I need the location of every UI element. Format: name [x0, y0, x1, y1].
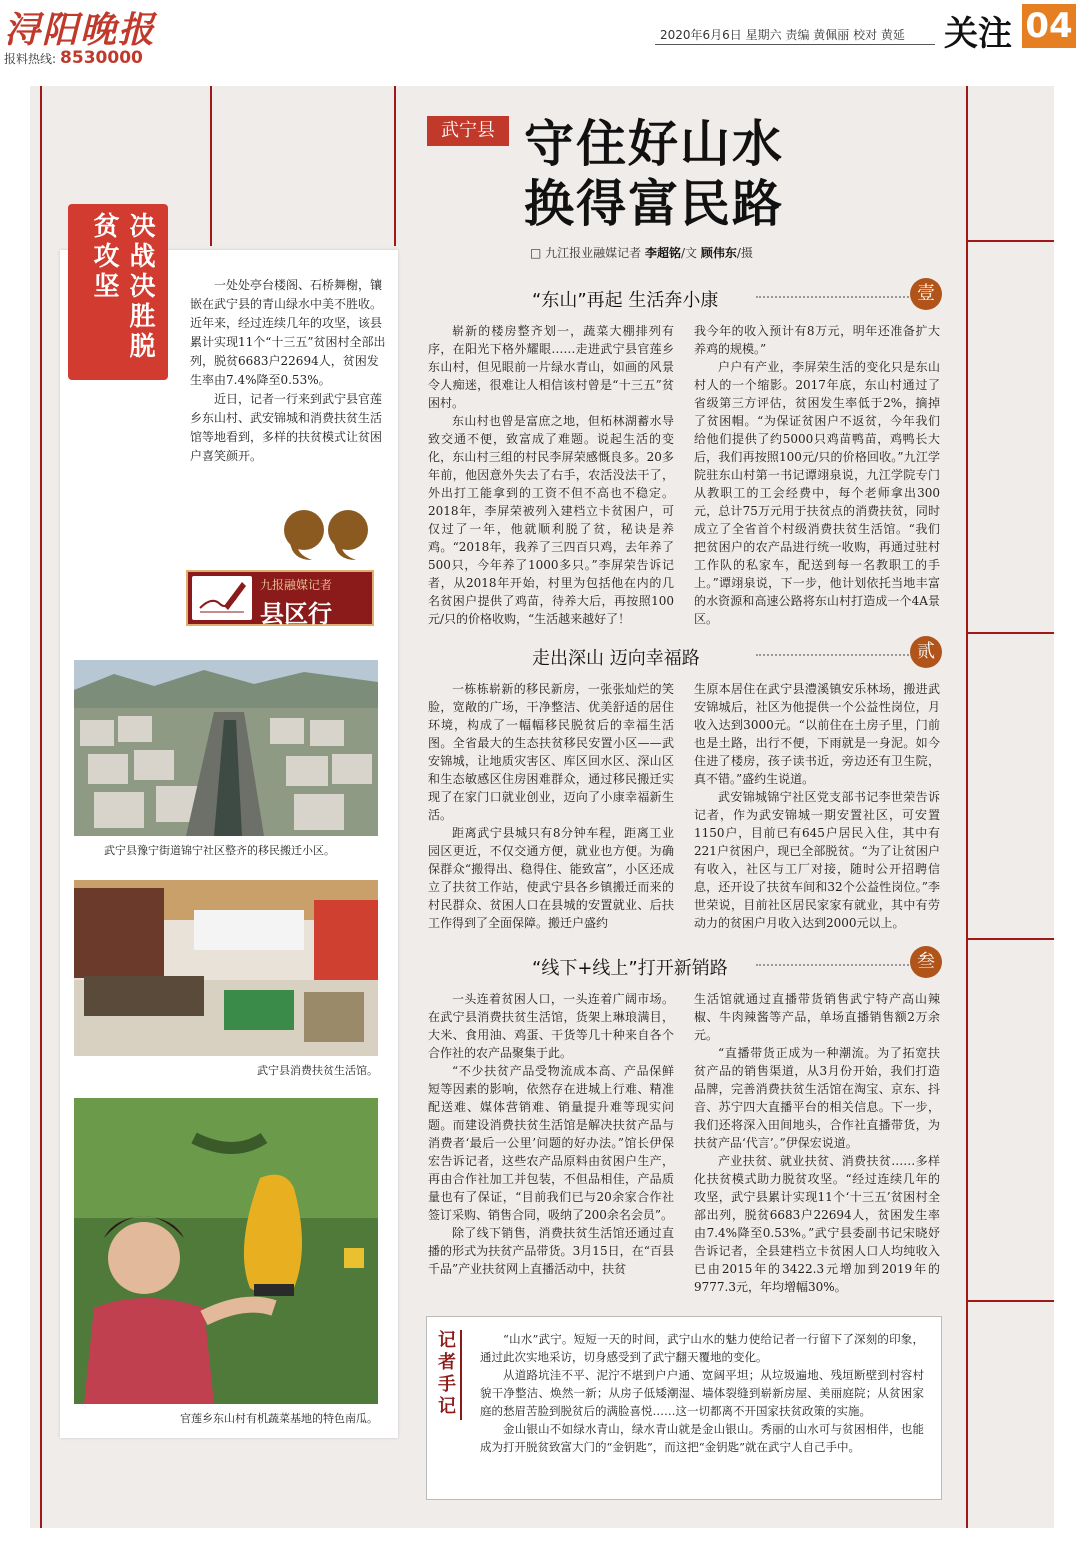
- decor-hbar-4: [966, 1300, 1054, 1302]
- reporter-note-tag: 记者手记: [438, 1330, 462, 1420]
- column-badge-small: 九报融媒记者: [260, 578, 333, 592]
- note-paragraph: 金山银山不如绿水青山，绿水青山就是金山银山。秀丽的山水可与贫困相伴，也能成为打开脱贫致富大门的“金钥匙”，而这把“金钥匙”就在武宁人自己手中。: [480, 1422, 924, 1454]
- section-heading-2: [426, 640, 946, 670]
- paragraph: “不少扶贫产品受物流成本高、产品保鲜短等因素的影响，依然存在进城上行难、精准配送难、媒体营销难、销量提升难等现实问题。而建设消费扶贫生活馆是解决扶贫产品与消费者‘最后一公里’问题的好办法。”馆长伊保宏告诉记者，这些农产品原料由贫困户生产，再由合作社加工并包装，不但品相佳，产品质量也有了保证，“目前我们已与20余家合作社签订采购、销售合同，吸纳了200余名会员”。: [428, 1064, 674, 1222]
- note-paragraph: 从道路坑洼不平、泥泞不堪到户户通、宽阔平坦；从垃圾遍地、残垣断壁到村容村貌干净整洁、焕然一新；从房子低矮潮湿、墙体裂缝到崭新房屋、美丽庭院；从贫困家庭的愁眉苦脸到脱贫后的满脸喜悦……这一切都离不开国家扶贫政策的实施。: [480, 1368, 924, 1418]
- section-2-col-1: [428, 680, 674, 932]
- paragraph: 除了线下销售，消费扶贫生活馆还通过直播的形式为扶贫产品带货。3月15日，在“百县千品”产业扶贫网上直播活动中，扶贫: [428, 1226, 674, 1276]
- paragraph: 户户有产业，李屏荣生活的变化只是东山村人的一个缩影。2017年底，东山村通过了省级第三方评估，贫困发生率低于2%，摘掉了贫困帽。“为保证贫困户不返贫，今年我们给他们提供了约5000只鸡苗鸭苗，鸡鸭长大后，我们再按照100元/只的价格回收。”九江学院驻东山村第一书记谭翊泉说，九江学院专门从教职工的工会经费中，每个老师拿出300元，总计75万元用于扶贫点的消费扶贫，同时成立了全省首个村级消费扶贫生活馆。“我们把贫困户的农产品进行统一收购，再通过驻村工作队的私家车，配送到每一名教职工的手上。”谭翊泉说，下一步，他计划依托当地丰富的水资源和高速公路将东山村打造成一个4A景区。: [694, 360, 940, 626]
- photo-residential-area: [74, 660, 378, 836]
- paragraph: 产业扶贫、就业扶贫、消费扶贫……多样化扶贫模式助力脱贫攻坚。“经过连续几年的攻坚，武宁县累计实现11个‘十三五’贫困村全部出列，脱贫6683户22694人，贫困发生率由7.4%降至0.53%。”武宁县委副书记宋晓妤告诉记者，全县建档立卡贫困人口人均纯收入已由2015年的3422.3元增加到2019年的9777.3元，年均增幅30%。: [694, 1154, 940, 1294]
- section-number-badge: 叁: [910, 946, 942, 978]
- hotline: [4, 48, 143, 68]
- photo-poverty-store: [74, 880, 378, 1056]
- byline-mid: /文: [681, 246, 698, 260]
- paragraph: 一头连着贫困人口，一头连着广阔市场。在武宁县消费扶贫生活馆，货架上琳琅满目，大米、食用油、鸡蛋、干货等几十种来自各个合作社的农产品聚集于此。: [428, 992, 674, 1060]
- decor-hbar-3: [966, 938, 1054, 940]
- photo-caption: 武宁县消费扶贫生活馆。: [257, 1064, 378, 1077]
- seal-stamp: 决战决胜脱贫攻坚: [68, 204, 168, 380]
- section-1-col-1: [428, 322, 674, 628]
- paragraph: 生原本居住在武宁县澧溪镇安乐林场，搬进武安锦城后，社区为他提供一个公益性岗位，月收入达到3000元。“以前住在土房子里，门前也是土路，出行不便，下雨就是一身泥。如今住进了楼房，孩子读书近，旁边还有卫生院，真不错。”盛约生说道。: [694, 682, 940, 786]
- section-heading-3: [426, 950, 946, 980]
- paragraph: 生活馆就通过直播带货销售武宁特产高山辣椒、牛肉辣酱等产品，单场直播销售额2万余元。: [694, 992, 940, 1042]
- paragraph: 我今年的收入预计有8万元，明年还准备扩大养鸡的规模。”: [694, 324, 940, 356]
- page-header: [0, 0, 1080, 70]
- quote-mark-icon: [282, 506, 374, 568]
- heading-dots: [756, 296, 932, 298]
- page-number: 04: [1022, 4, 1076, 48]
- decor-hbar-2: [966, 632, 1054, 634]
- section-heading-text: 走出深山 迈向幸福路: [532, 648, 700, 669]
- paragraph: 东山村也曾是富庶之地，但柘林湖蓄水导致交通不便，致富成了难题。说起生活的变化，东山村三组的村民李屏荣感慨良多。20多年前，他因意外失去了右手，农活没法干了，外出打工能拿到的工资不但不高也不稳定。2018年，李屏荣被列入建档立卡贫困户，可仅过了一年，他就顺利脱了贫，秘诀是养鸡。“2018年，我养了三四百只鸡，去年养了500只，今年养了1000多只。”李屏荣告诉记者，从2018年开始，村里为包括他在内的几名贫困户提供了鸡苗，待养大后，再按照100元/只的价格收购，“生活越来越好了！: [428, 414, 674, 626]
- photo-caption: 官莲乡东山村有机蔬菜基地的特色南瓜。: [180, 1412, 378, 1425]
- intro-paragraph: 一处处亭台楼阁、石桥舞榭，镶嵌在武宁县的青山绿水中美不胜收。近年来，经过连续几年的攻坚，该县累计实现11个“十三五”贫困村全部出列，脱贫6683户22694人，贫困发生率由7.4%降至0.53%。: [190, 278, 386, 387]
- photographer-name: 顾伟东: [700, 246, 737, 260]
- reporter-name: 李超铭: [644, 246, 681, 260]
- headline-line-2: 换得富民路: [524, 175, 784, 233]
- hotline-label: 报料热线:: [4, 52, 57, 66]
- section-number-badge: 贰: [910, 636, 942, 668]
- masthead-logo: 浔阳晚报: [4, 9, 157, 51]
- intro-paragraph: 近日，记者一行来到武宁县官莲乡东山村、武安锦城和消费扶贫生活馆等地看到，多样的扶贫模式让贫困户喜笑颜开。: [190, 392, 383, 463]
- paragraph: 一栋栋崭新的移民新房，一张张灿烂的笑脸，宽敞的广场，干净整洁、优美舒适的居住环境，构成了一幅幅移民脱贫后的幸福生活图。全省最大的生态扶贫移民安置小区——武安锦城，让地质灾害区、库区回水区、深山区和生态敏感区住房困难群众，通过移民搬迁实现了在家门口就业创业，迈向了小康幸福新生活。: [428, 682, 674, 822]
- paragraph: 距离武宁县城只有8分钟车程，距离工业园区更近，不仅交通方便，就业也方便。为确保群众“搬得出、稳得住、能致富”，小区还成立了扶贫工作站，使武宁县各乡镇搬迁而来的村民群众、贫困人口在县城的安置就业、后扶工作得到了全面保障。搬迁户盛约: [428, 826, 674, 930]
- column-badge: [186, 570, 374, 626]
- section-3-col-1: [428, 990, 674, 1278]
- dateline: 2020年6月6日 星期六 责编 黄佩丽 校对 黄延: [660, 28, 905, 42]
- intro-text: [190, 276, 390, 466]
- section-2-col-2: [694, 680, 940, 932]
- section-heading-text: “线下+线上”打开新销路: [532, 958, 728, 979]
- hotline-number: 8530000: [60, 48, 143, 68]
- section-heading-text: “东山”再起 生活奔小康: [532, 290, 719, 311]
- header-rule: [655, 44, 935, 45]
- paragraph: 崭新的楼房整齐划一，蔬菜大棚排列有序，在阳光下格外耀眼……走进武宁县官莲乡东山村，但见眼前一片绿水青山，如画的风景令人痴迷，很难让人相信该村曾是“十三五”贫困村。: [428, 324, 674, 410]
- paragraph: 武安锦城锦宁社区党支部书记李世荣告诉记者，作为武安锦城一期安置社区，可安置1150户，目前已有645户居民入住，其中有221户贫困户，现已全部脱贫。“为了让贫困户有收入，社区与工厂对接，随时公开招聘信息，还开设了扶贫车间和32个公益性岗位。”李世荣说，目前社区居民家家有就业，其中有劳动力的贫困户月收入达到2000元以上。: [694, 790, 940, 930]
- section-name: 关注: [944, 14, 1012, 54]
- reporter-note-text: [480, 1330, 924, 1456]
- photo-pumpkin-farmer: [74, 1098, 378, 1404]
- byline: [530, 244, 753, 261]
- decor-bar-top-a: [210, 86, 212, 246]
- paragraph: “直播带货正成为一种潮流。为了拓宽扶贫产品的销售渠道，从3月份开始，我们打造品牌，完善消费扶贫生活馆在淘宝、京东、抖音、苏宁四大直播平台的相关信息。下一步，我们还将深入田间地头，合作社直播带货，为扶贫产品‘代言’。”伊保宏说道。: [694, 1046, 940, 1150]
- column-badge-title: 县区行: [260, 600, 332, 628]
- note-paragraph: “山水”武宁。短短一天的时间，武宁山水的魅力使给记者一行留下了深刻的印象，通过此次实地采访，切身感受到了武宁翻天覆地的变化。: [480, 1332, 924, 1364]
- byline-suffix: /摄: [736, 246, 753, 260]
- section-heading-1: [426, 282, 946, 312]
- heading-dots: [756, 964, 932, 966]
- decor-hbar-1: [966, 240, 1054, 242]
- section-number-badge: 壹: [910, 278, 942, 310]
- section-3-col-2: [694, 990, 940, 1296]
- decor-bar-right: [966, 86, 968, 1528]
- byline-prefix: □ 九江报业融媒记者: [530, 246, 642, 260]
- heading-dots: [756, 654, 932, 656]
- headline-line-1: 守住好山水: [524, 115, 784, 173]
- pen-writing-icon: [192, 576, 252, 620]
- decor-bar-left: [40, 86, 42, 1528]
- county-tag: 武宁县: [427, 116, 509, 146]
- photo-caption: 武宁县豫宁街道锦宁社区整齐的移民搬迁小区。: [104, 844, 335, 857]
- section-1-col-2: [694, 322, 940, 628]
- decor-bar-top-b: [394, 86, 396, 246]
